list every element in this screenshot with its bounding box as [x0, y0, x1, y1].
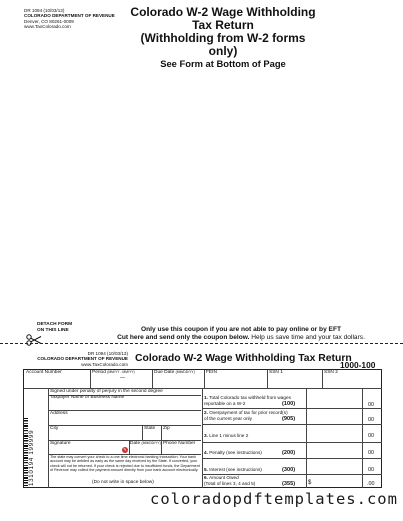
line-4-number: 4. [204, 450, 208, 455]
phone-label: Phone Number [163, 441, 196, 446]
watermark-text: coloradopdftemplates.com [150, 490, 398, 508]
detach-label [26, 322, 86, 333]
date-text: Date [130, 441, 141, 446]
zip-label: Zip [163, 426, 170, 431]
period-label [92, 370, 135, 376]
page-title-block [128, 6, 318, 69]
detach-label-line2: ON THIS LINE [37, 327, 69, 333]
coupon-title: Colorado W-2 Wage Withholding Tax Return [135, 353, 352, 364]
page-title: Colorado W-2 Wage Withholding Tax Return [130, 5, 316, 32]
coupon-instruction-line1: Only use this coupon if you are not able to pay online or by EFT [140, 326, 342, 333]
line-3-text: Line 1 minus line 2 [209, 433, 249, 438]
due-date-text: Due Date [154, 370, 175, 375]
line-6-code: (355) [282, 481, 296, 487]
due-date-label [154, 370, 195, 376]
line-6 [204, 475, 255, 486]
line-6-text2: (Total of lines 3, 4 and 5) [204, 480, 256, 486]
line-1-text: Total Colorado tax withheld from wages [209, 395, 291, 400]
coupon-website: www.TaxColorado.com [81, 361, 128, 367]
line-4 [204, 450, 262, 456]
period-text: Period [92, 370, 106, 375]
department-address: Denver, CO 80261-0009 [24, 18, 74, 24]
coupon-instruction-rest: Help us save time and your tax dollars. [249, 334, 365, 341]
page-note: See Form at Bottom of Page [160, 58, 286, 69]
fein-label: FEIN [206, 370, 217, 375]
line-3-cents: 00 [368, 433, 374, 439]
line-1-text2: reportable on a W-2 [204, 400, 246, 406]
address-label: Address [50, 411, 68, 416]
scissors-icon [26, 334, 42, 348]
line-6-text: Amount Owed [208, 475, 239, 480]
form-id: DR 1094 (10/03/13) [24, 8, 65, 13]
line-2-text: Overpayment of tax for prior record(s) [209, 410, 288, 415]
line-1 [204, 395, 291, 406]
signature-text: Signature [50, 441, 71, 446]
coupon-form [23, 369, 382, 488]
signature-label [50, 441, 71, 447]
taxpayer-name-label: Taxpayer Name or Business Name [50, 395, 125, 400]
line-5-number: 5. [204, 467, 208, 472]
line-3 [204, 433, 248, 439]
period-hint: (MM/YY - MM/YY) [107, 370, 135, 374]
line-6-cents: .00 [367, 481, 375, 487]
line-4-code: (200) [282, 450, 296, 456]
line-2 [204, 410, 288, 421]
line-2-code: (905) [282, 416, 296, 422]
header-agency-block [24, 8, 115, 30]
line-2-cents: 00 [368, 417, 374, 423]
coupon-agency-block [32, 351, 128, 367]
date-label [130, 441, 161, 447]
coupon-instructions [96, 326, 386, 342]
detach-label-line1: DETACH FORM [37, 322, 73, 327]
coupon-instruction-line2 [96, 334, 386, 342]
line-3-number: 3. [204, 433, 208, 438]
period-dash: — [120, 375, 125, 381]
do-not-write-label: (Do not write in space below) [92, 480, 154, 485]
signed-under-label: Signed under penalty of perjury in the second degree [50, 389, 163, 394]
fine-print: The state may convert your check to a one time electronic banking transaction. Your bank account may be debited as early as the same day received by the State. If converted, your check will not be returned. If your check is rejected due to insufficient funds, the Department of Revenue may collect the payment amount directly from your bank account electronically. [50, 455, 200, 473]
sign-here-icon: ✎ [123, 446, 127, 452]
line-4-cents: 00 [368, 450, 374, 456]
department-name: COLORADO DEPARTMENT OF REVENUE [24, 13, 115, 19]
coupon-form-id: DR 1094 (10/03/13) [87, 351, 128, 356]
coupon-form-number: 1000-100 [340, 360, 376, 370]
state-label: State [144, 426, 156, 431]
line-1-cents: 00 [368, 402, 374, 408]
line-5-text: Interest (see instructions) [209, 467, 262, 472]
due-date-hint: (MM/DD/YY) [175, 370, 195, 374]
city-label: City [50, 426, 59, 431]
department-website: www.TaxColorado.com [24, 24, 71, 30]
line-1-number: 1. [204, 395, 208, 400]
line-5-code: (300) [282, 467, 296, 473]
line-5-cents: 00 [368, 467, 374, 473]
line-5 [204, 467, 262, 473]
page-subtitle: (Withholding from W-2 forms only) [140, 31, 306, 58]
line-4-text: Penalty (see instructions) [209, 450, 262, 455]
account-number-label: Account Number [26, 370, 62, 375]
date-hint: (MM/DD/YY) [141, 441, 161, 445]
line-1-code: (100) [282, 401, 296, 407]
line-2-text2: of the current year only [204, 415, 252, 421]
line-6-number: 6. [204, 475, 208, 480]
coupon-department: COLORADO DEPARTMENT OF REVENUE [37, 356, 128, 362]
cut-line [0, 343, 403, 344]
barcode-number: 1310194 199999 [28, 429, 35, 486]
line-6-dollar: $ [308, 480, 312, 486]
line-2-number: 2. [204, 410, 208, 415]
coupon-instruction-bold: Cut here and send only the coupon below. [117, 334, 250, 341]
ssn2-label: SSN 2 [324, 370, 338, 375]
ssn1-label: SSN 1 [269, 370, 283, 375]
